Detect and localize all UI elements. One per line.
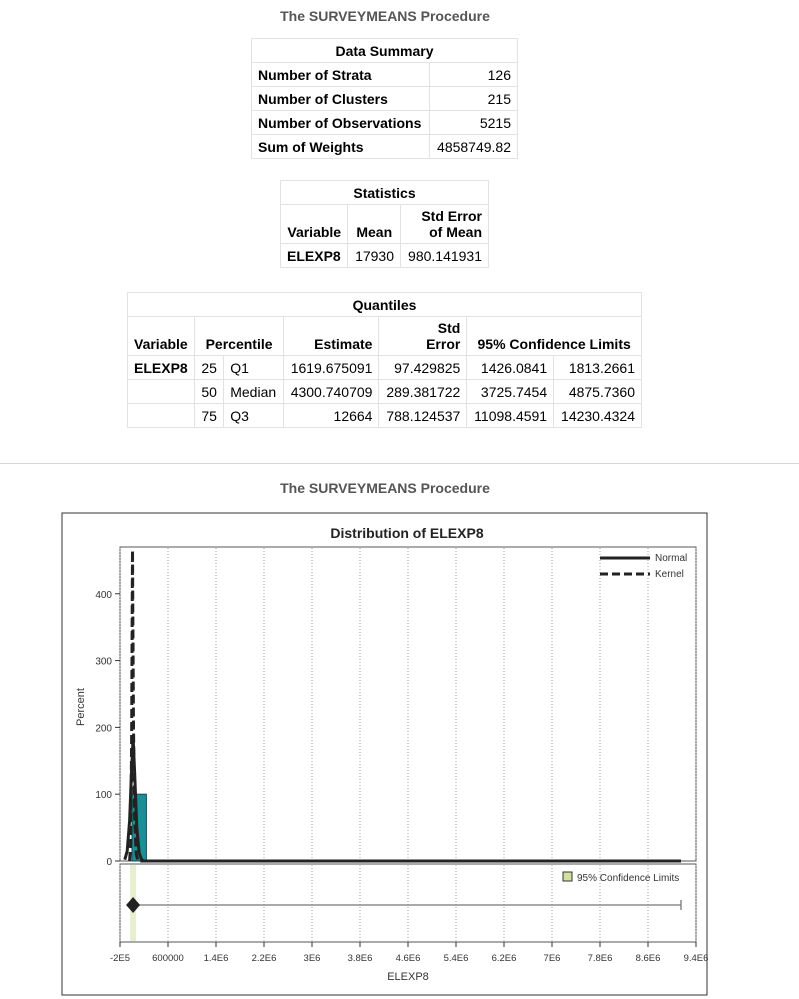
- y-tick-label: 300: [95, 656, 112, 668]
- summary-value: 5215: [430, 111, 518, 135]
- x-tick-label: 6.2E6: [491, 953, 517, 964]
- x-tick-label: 8.6E6: [635, 953, 661, 964]
- q-stderr: 788.124537: [379, 404, 467, 428]
- x-tick-label: 4.6E6: [395, 953, 421, 964]
- col-stderr-line2: Error: [426, 336, 461, 352]
- q-pct: 50: [195, 380, 224, 404]
- col-mean: Mean: [348, 205, 401, 244]
- q-variable: ELEXP8: [128, 356, 195, 380]
- x-tick-label: 600000: [152, 953, 184, 964]
- x-tick-label: 1.4E6: [203, 953, 229, 964]
- x-tick-label: 3.8E6: [347, 953, 373, 964]
- ci-legend-label: 95% Confidence Limits: [577, 873, 680, 884]
- q-estimate: 1619.675091: [283, 356, 379, 380]
- col-variable: Variable: [281, 205, 348, 244]
- col-stderr-line1: Std: [437, 320, 461, 336]
- chart-title: Distribution of ELEXP8: [330, 525, 484, 541]
- summary-value: 215: [430, 87, 518, 111]
- col-estimate: Estimate: [283, 317, 379, 356]
- quantiles-caption: Quantiles: [128, 293, 642, 317]
- q-stderr: 289.381722: [379, 380, 467, 404]
- q-stderr: 97.429825: [379, 356, 467, 380]
- x-tick-label: 7.8E6: [587, 953, 613, 964]
- stat-mean: 17930: [348, 244, 401, 268]
- q-estimate: 4300.740709: [283, 380, 379, 404]
- procedure-title: The SURVEYMEANS Procedure: [280, 8, 490, 24]
- q-upper: 1813.2661: [554, 356, 642, 380]
- x-tick-label: 5.4E6: [443, 953, 469, 964]
- x-axis-label: ELEXP8: [387, 971, 429, 983]
- q-name: Q3: [224, 404, 284, 428]
- y-axis-label: Percent: [75, 688, 87, 726]
- q-name: Q1: [224, 356, 284, 380]
- y-tick-label: 200: [95, 723, 112, 735]
- x-tick-label: 7E6: [543, 953, 561, 964]
- q-lower: 3725.7454: [467, 380, 554, 404]
- x-tick-label: 9.4E6: [683, 953, 709, 964]
- stat-stderr: 980.141931: [401, 244, 489, 268]
- col-variable: Variable: [128, 317, 195, 356]
- q-lower: 1426.0841: [467, 356, 554, 380]
- summary-label: Sum of Weights: [252, 135, 430, 159]
- y-tick-label: 400: [95, 589, 112, 601]
- col-percentile: Percentile: [195, 317, 283, 356]
- col-stderr-line2: of Mean: [429, 224, 482, 240]
- plot-procedure-title: The SURVEYMEANS Procedure: [280, 480, 490, 496]
- q-name: Median: [224, 380, 284, 404]
- data-summary-caption: Data Summary: [252, 39, 518, 63]
- y-tick-label: 100: [95, 790, 112, 802]
- summary-value: 126: [430, 63, 518, 87]
- legend-kernel-label: Kernel: [655, 569, 684, 580]
- statistics-caption: Statistics: [281, 181, 489, 205]
- x-tick-label: 2.2E6: [251, 953, 277, 964]
- q-estimate: 12664: [283, 404, 379, 428]
- col-stderr-line1: Std Error: [421, 208, 482, 224]
- summary-label: Number of Observations: [252, 111, 430, 135]
- stat-variable: ELEXP8: [281, 244, 348, 268]
- q-pct: 75: [195, 404, 224, 428]
- ci-legend-swatch: [563, 872, 572, 881]
- legend-normal-label: Normal: [655, 553, 688, 564]
- q-pct: 25: [195, 356, 224, 380]
- x-tick-label: -2E5: [109, 953, 131, 964]
- x-tick-label: 3E6: [303, 953, 321, 964]
- q-upper: 4875.7360: [554, 380, 642, 404]
- y-tick-label: 0: [106, 857, 112, 868]
- summary-value: 4858749.82: [430, 135, 518, 159]
- col-confidence-limits: 95% Confidence Limits: [467, 317, 642, 356]
- summary-label: Number of Clusters: [252, 87, 430, 111]
- q-lower: 11098.4591: [467, 404, 554, 428]
- q-upper: 14230.4324: [554, 404, 642, 428]
- summary-label: Number of Strata: [252, 63, 430, 87]
